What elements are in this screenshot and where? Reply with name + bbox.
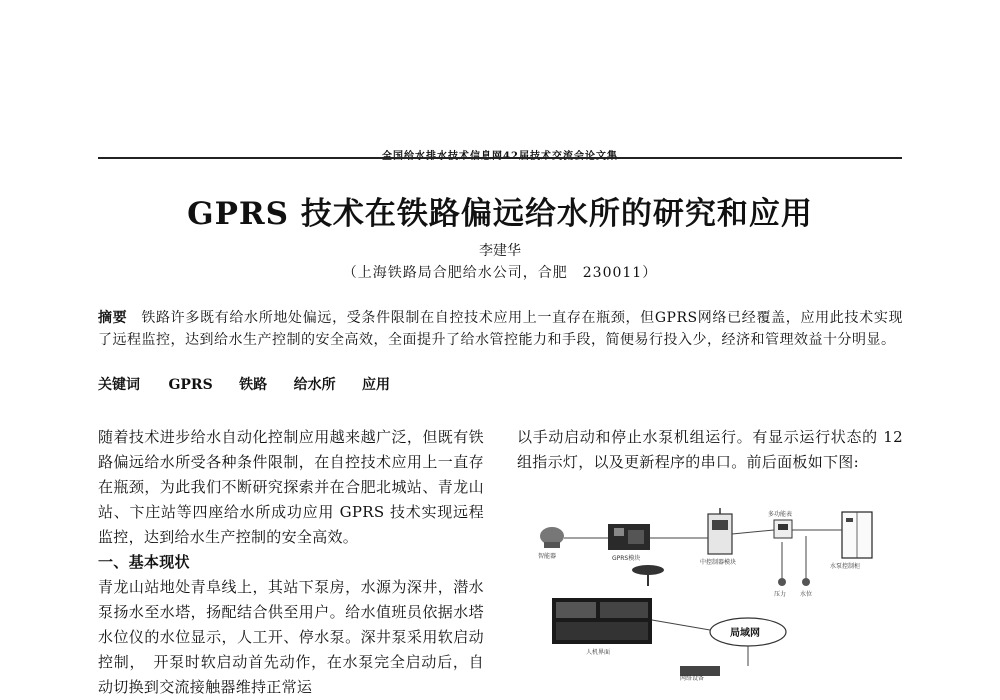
hmi-label: 人机界面	[586, 649, 611, 656]
controller-label: 中控制器模块	[700, 559, 737, 566]
cabinet-label: 水泵控制柜	[830, 563, 861, 570]
section-heading: 一、基本现状	[98, 553, 190, 571]
meter-label: 多功能表	[768, 511, 793, 518]
device-label: 网络设备	[680, 675, 705, 681]
lan-cloud	[710, 618, 786, 646]
keyword: 给水所	[293, 377, 336, 393]
header-rule	[98, 157, 902, 159]
hmi-screen	[552, 598, 652, 656]
author: 李建华	[479, 243, 521, 259]
meter-device	[768, 510, 792, 538]
control-cabinet	[830, 512, 872, 570]
sensor-label: 智能器	[538, 553, 557, 560]
level-sensor	[800, 536, 812, 598]
system-diagram	[530, 506, 890, 681]
paper-title: GPRS 技术在铁路偏远给水所的研究和应用	[187, 196, 813, 232]
right-column	[517, 425, 903, 475]
sensor-device	[538, 527, 564, 560]
abstract	[98, 307, 903, 351]
lan-label: 局域网	[730, 628, 760, 639]
network-device	[680, 666, 720, 681]
intro-paragraph: 随着技术进步给水自动化控制应用越来越广泛，但既有铁路偏远给水所受各种条件限制，在自控技术应用上一直存在瓶颈，为此我们不断研究探索并在合肥北城站、青龙山站、卞庄站等四座给水所成功应用 GPRS 技术实现远程监控，达到给水生产控制的安全高效。	[98, 428, 484, 546]
affiliation: （上海铁路局合肥给水公司，合肥 230011）	[342, 265, 658, 281]
system-figure	[530, 506, 890, 681]
keywords	[98, 374, 903, 396]
controller-module	[700, 508, 736, 566]
keyword: 应用	[362, 377, 391, 393]
level-label: 水位	[800, 591, 813, 598]
antenna-icon	[632, 565, 664, 586]
keywords-label: 关键词	[98, 377, 140, 393]
status-paragraph: 青龙山站地处青阜线上，其站下泵房，水源为深井，潜水泵扬水至水塔，扬配结合供至用户。给水值班员依据水塔水位仪的水位显示，人工开、停水泵。深井泵采用软启动控制， 开泵时软启动首先动作，在水泵完全启动后，自动切换到交流接触器维持正常运	[98, 578, 484, 696]
keyword: GPRS	[168, 377, 213, 393]
gprs-module-label: GPRS模块	[612, 555, 641, 562]
gprs-module	[608, 524, 650, 562]
journal-header: 全国给水排水技术信息网42届技术交流会论文集	[382, 151, 618, 162]
panel-paragraph: 以手动启动和停止水泵机组运行。有显示运行状态的 12 组指示灯，以及更新程序的串口。前后面板如下图:	[517, 428, 903, 471]
left-column	[98, 425, 484, 700]
abstract-text: 铁路许多既有给水所地处偏远，受条件限制在自控技术应用上一直存在瓶颈，但GPRS网络已经覆盖，应用此技术实现了远程监控，达到给水生产控制的安全高效，全面提升了给水管控能力和手段，简便易行投入少，经济和管理效益十分明显。	[98, 310, 903, 348]
pressure-sensor	[774, 542, 786, 598]
pressure-label: 压力	[774, 591, 787, 598]
abstract-label: 摘要	[98, 310, 128, 326]
keyword: 铁路	[239, 377, 268, 393]
